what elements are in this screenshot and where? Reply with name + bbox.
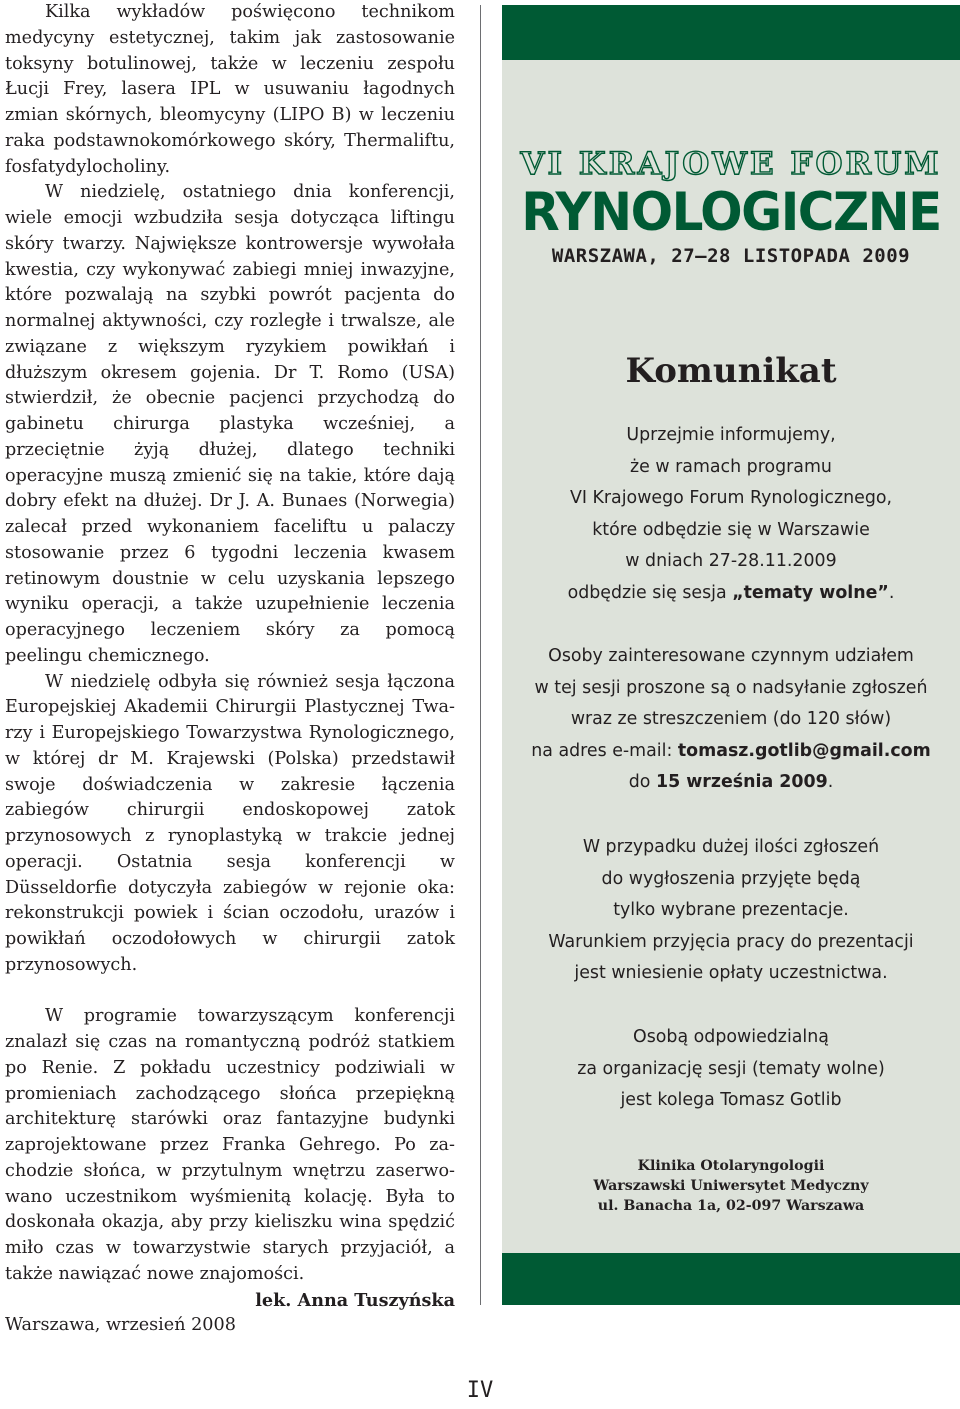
page-number: IV [466, 1378, 494, 1403]
deadline-date: 15 września 2009 [655, 772, 828, 793]
column-divider [480, 5, 481, 1305]
article-paragraph-4: W programie towarzyszącym konferencji znalazł się czas na romantyczną podróż statkiem po Renie. Z pokładu uczestnicy podziwiali w promieniach zachodzącego słońca przepiękną architekturę starówki oraz fantazyjne budynki zaprojektowane przez Franka Gehrego. Po zachodzie słońca, w przytulnym wnętrzu zaserwowano uczestnikom wyśmienitą kolację. Była to doskonała okazja, aby przy kieliszku wina spędzić miło czas w towarzystwie starych przyjaciół, a także nawiązać nowe znajomości. [5, 1006, 455, 1284]
deadline-suffix: . [827, 772, 834, 793]
info-line: że w ramach programu [630, 456, 832, 477]
forum-dates: WARSZAWA, 27–28 LISTOPADA 2009 [551, 245, 911, 267]
info-line: W przypadku dużej ilości zgłoszeń [582, 837, 880, 857]
info-line: Osobą odpowiedzialną [633, 1027, 829, 1047]
clinic-address [502, 1156, 960, 1216]
clinic-line: ul. Banacha 1a, 02-097 Warszawa [597, 1198, 865, 1214]
clinic-line: Warszawski Uniwersytet Medyczny [593, 1178, 869, 1194]
bottom-green-bar [502, 1253, 960, 1305]
info-line: które odbędzie się w Warszawie [592, 519, 870, 540]
article-paragraph-1: Kilka wykładów poświęcono technikom medycyny estetycznej, takim jak zastosowanie toksyny botulinowej, także w leczeniu zespołu Łucji Frey, lasera IPL w usuwaniu łagodnych zmian skórnych, bleomycyny (LIPO B) w leczeniu raka podstawnokomórkowego skóry, Thermaliftu, fosfatydylocholiny. [5, 2, 455, 177]
announcement-panel [502, 5, 960, 1305]
info-line: VI Krajowego Forum Rynologicznego, [569, 488, 893, 509]
info-block-4 [502, 1022, 960, 1117]
info-block-3 [502, 832, 960, 990]
info-line: wraz ze streszczeniem (do 120 słów) [570, 709, 892, 730]
session-suffix: . [888, 582, 895, 603]
session-prefix: odbędzie się sesja [567, 582, 733, 603]
email-prefix: na adres e-mail: [531, 740, 678, 761]
info-line: do wygłoszenia przyjęte będą [601, 868, 861, 889]
session-topic: „tematy wolne” [732, 582, 889, 603]
article-column [5, 0, 455, 1313]
email-line [502, 736, 960, 768]
paragraph-spacer [5, 979, 455, 1005]
clinic-line: Klinika Otolaryngologii [637, 1158, 825, 1174]
info-line: w tej sesji proszone są o nadsyłanie zgłoszeń [534, 677, 928, 698]
info-line: w dniach 27-28.11.2009 [625, 551, 837, 572]
deadline-line [502, 767, 960, 799]
contact-email-link[interactable]: tomasz.gotlib@gmail.com [677, 740, 931, 761]
info-line: Osoby zainteresowane czynnym udziałem [548, 646, 914, 666]
article-paragraph-2: W niedzielę, ostatniego dnia konferencji, wiele emocji wzbudziła sesja dotycząca liftingu skóry twarzy. Największe kontrowersje wywołała kwestia, czy wykonywać zabiegi mniej inwazyjne, które pozwalają na szybki powrót pacjenta do normalnej aktywności, czy rozległe i trwalsze, ale związane z większym ryzykiem powikłań i dłuższym okresem gojenia. Dr T. Romo (USA) stwierdził, że obecnie pacjenci przychodzą do gabinetu chirurga plastyka wcześniej, a przeciętnie żyją dłużej, dlatego techniki operacyjne muszą zmienić się na takie, które dają dobry efekt na dłużej. Dr J. A. Bunaes (Norwegia) zalecał przed wykonaniem faceliftu u palaczy stosowanie przez 6 tygodni leczenia kwasem retinowym doustnie w celu uzyskania lepszego wyniku operacji, a także uzupełnienie leczenia operacyjnego leczeniem skóry za pomocą peelingu chemicznego. [5, 182, 455, 666]
info-line: jest wniesienie opłaty uczestnictwa. [574, 963, 888, 984]
info-line: tylko wybrane prezentacje. [613, 900, 849, 921]
info-line: jest kolega Tomasz Gotlib [620, 1090, 842, 1111]
info-block-2 [502, 641, 960, 799]
author-signature: lek. Anna Tuszyńska [255, 1289, 455, 1311]
info-line: Warunkiem przyjęcia pracy do prezentacji [548, 931, 914, 952]
session-line [502, 578, 960, 610]
footer-date: Warszawa, wrzesień 2008 [5, 1315, 236, 1335]
top-green-bar [502, 5, 960, 60]
info-block-1 [502, 420, 960, 610]
forum-title: VI KRAJOWE FORUM [520, 146, 942, 182]
forum-name: RYNOLOGICZNE [521, 181, 941, 243]
info-line: za organizację sesji (tematy wolne) [577, 1058, 885, 1079]
info-line: Uprzejmie informujemy, [626, 425, 836, 445]
article-paragraph-3: W niedzielę odbyła się również sesja łączona Europejskiej Akademii Chirurgii Plastycznej Twarzy i Europejskiego Towarzystwa Rynologicznego, w której dr M. Krajewski (Polska) przedstawił swoje doświadczenia w zakresie łączenia zabiegów chirurgii endoskopowej zatok przynosowych z rynoplastyką w trakcie jednej operacji. Ostatnia sesja konferencji w Düsseldorfie dotyczyła zabiegów w rejonie oka: rekonstrukcji powiek i ścian oczodołu, urazów i powikłań oczodołowych w chirurgii zatok przynosowych. [5, 671, 455, 975]
deadline-prefix: do [628, 772, 656, 793]
announcement-heading: Komunikat [625, 351, 837, 391]
